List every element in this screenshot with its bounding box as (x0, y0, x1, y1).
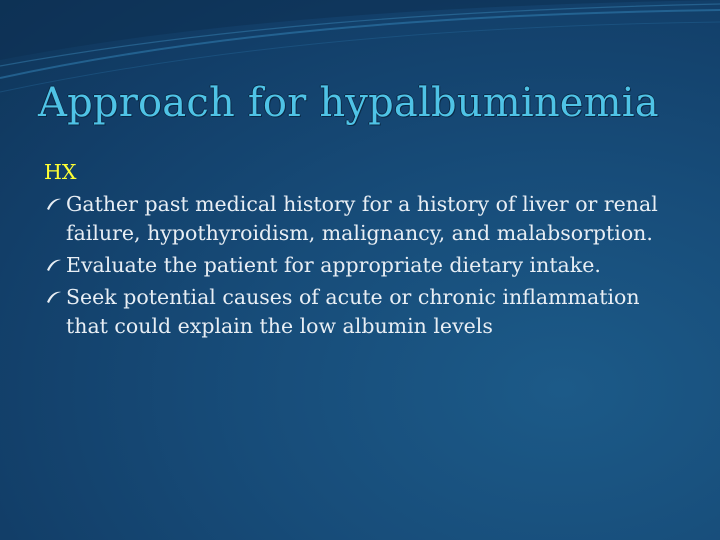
swoosh-bullet-icon (46, 258, 62, 272)
bullet-item (44, 251, 684, 280)
slide-body (44, 158, 684, 344)
bullet-text: Evaluate the patient for appropriate dietary intake. (66, 253, 601, 277)
slide-title: Approach for hypalbuminemia (38, 80, 659, 126)
swoosh-bullet-icon (46, 290, 62, 304)
section-heading: HX (44, 160, 77, 184)
bullet-item (44, 190, 684, 248)
bullet-text: Gather past medical history for a history of liver or renal failure, hypothyroidism, malignancy, and malabsorption. (66, 192, 658, 245)
bullet-text: Seek potential causes of acute or chronic inflammation that could explain the low albumin levels (66, 285, 640, 338)
swoosh-bullet-icon (46, 197, 62, 211)
bullet-item (44, 283, 684, 341)
